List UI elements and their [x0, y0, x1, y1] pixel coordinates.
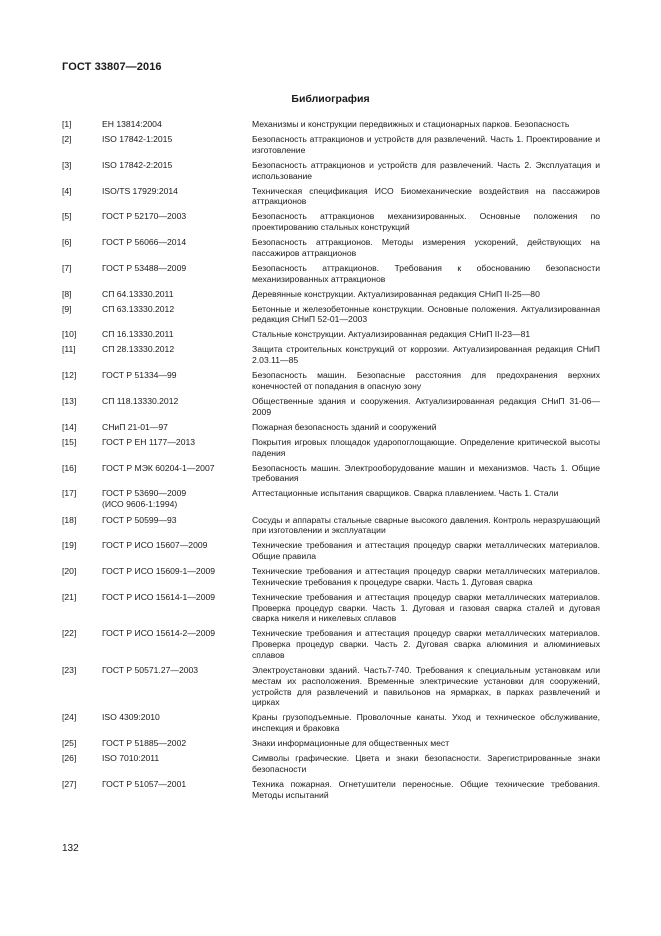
- page-number: 132: [62, 843, 79, 854]
- bibliography-entry: [62, 566, 602, 588]
- entry-description: Защита строительных конструкций от коррозии. Актуализированная редакция СНиП 2.03.11—85: [252, 344, 600, 366]
- entry-code: СП 28.13330.2012: [102, 344, 175, 355]
- entry-code: ГОСТ Р ИСО 15609-1—2009: [102, 566, 216, 577]
- bibliography-entry: [62, 665, 602, 708]
- section-title: [0, 93, 661, 105]
- entry-code: СП 16.13330.2011: [102, 329, 174, 340]
- bibliography-entry: [62, 779, 602, 801]
- entry-number: [15]: [62, 436, 77, 447]
- entry-code: СП 63.13330.2012: [102, 303, 175, 314]
- entry-number: [20]: [62, 566, 77, 577]
- entry-number: [13]: [62, 395, 77, 406]
- entry-description: Деревянные конструкции. Актуализированная редакция СНиП II-25—80: [252, 288, 540, 299]
- bibliography-entry: [62, 370, 602, 392]
- bibliography-entry: [62, 592, 602, 624]
- bibliography-entry: [62, 515, 602, 537]
- entry-number: [14]: [62, 421, 77, 432]
- entry-description: Безопасность аттракционов и устройств для развлечений. Часть 1. Проектирование и изготовление: [252, 133, 600, 155]
- entry-code: ISO 7010:2011: [102, 753, 160, 764]
- entry-code: ISO 17842-2:2015: [102, 159, 173, 170]
- entry-number: [6]: [62, 237, 72, 248]
- entry-code: ГОСТ Р 53690—2009 (ИСО 9606-1:1994): [102, 488, 187, 510]
- entry-description: Аттестационные испытания сварщиков. Сварка плавлением. Часть 1. Стали: [252, 488, 559, 499]
- entry-code: ГОСТ Р 52170—2003: [102, 211, 187, 222]
- bibliography-entry: [62, 160, 602, 182]
- entry-code: ГОСТ Р МЭК 60204-1—2007: [102, 462, 215, 473]
- entry-code: ГОСТ Р ИСО 15607—2009: [102, 540, 208, 551]
- entry-number: [12]: [62, 370, 77, 381]
- bibliography-entry: [62, 329, 602, 340]
- entry-description: Безопасность машин. Безопасные расстояния для предохранения верхних конечностей от попадания в опасную зону: [252, 370, 600, 391]
- entry-description: Общественные здания и сооружения. Актуализированная редакция СНиП 31-06—2009: [252, 395, 600, 417]
- bibliography-entry: [62, 437, 602, 459]
- entry-code: ГОСТ Р ИСО 15614-1—2009: [102, 591, 216, 602]
- entry-description: Безопасность аттракционов. Требования к обоснованию безопасности механизированных аттракционов: [252, 262, 600, 284]
- bibliography-list: [62, 119, 602, 805]
- entry-code: ISO 17842-1:2015: [102, 133, 173, 144]
- bibliography-entry: [62, 186, 602, 208]
- entry-code: СП 64.13330.2011: [102, 288, 174, 299]
- entry-description: Знаки информационные для общественных мест: [252, 738, 450, 749]
- entry-code: ГОСТ Р 50599—93: [102, 514, 177, 525]
- bibliography-entry: [62, 738, 602, 749]
- entry-description: Механизмы и конструкции передвижных и стационарных парков. Безопасность: [252, 119, 570, 129]
- entry-number: [25]: [62, 738, 77, 749]
- bibliography-entry: [62, 344, 602, 366]
- entry-number: [19]: [62, 540, 77, 551]
- entry-number: [23]: [62, 665, 77, 675]
- bibliography-entry: [62, 628, 602, 660]
- entry-description: Сосуды и аппараты стальные сварные высокого давления. Контроль неразрушающий при изготовлении и эксплуатации: [252, 514, 600, 536]
- entry-code: ГОСТ Р 56066—2014: [102, 237, 187, 248]
- entry-description: Безопасность аттракционов и устройств для развлечений. Часть 2. Эксплуатация и использование: [252, 159, 600, 181]
- entry-description: Технические требования и аттестация процедур сварки металлических материалов. Технические требования к процедуре сварки. Часть 1. Дуговая сварка: [252, 566, 600, 587]
- entry-code: ГОСТ Р 51885—2002: [102, 738, 187, 749]
- entry-number: [18]: [62, 514, 77, 525]
- entry-number: [16]: [62, 462, 77, 473]
- entry-code: ГОСТ Р ЕН 1177—2013: [102, 436, 196, 447]
- entry-code: ГОСТ Р 50571.27—2003: [102, 665, 199, 675]
- entry-description: Безопасность машин. Электрооборудование машин и механизмов. Часть 1. Общие требования: [252, 462, 600, 484]
- entry-code: ЕН 13814:2004: [102, 119, 162, 129]
- bibliography-entry: [62, 304, 602, 326]
- entry-description: Символы графические. Цвета и знаки безопасности. Зарегистрированные знаки безопасности: [252, 753, 600, 774]
- entry-code: ГОСТ Р ИСО 15614-2—2009: [102, 628, 216, 639]
- entry-number: [10]: [62, 329, 77, 340]
- entry-description: Технические требования и аттестация процедур сварки металлических материалов. Проверка процедур сварки. Часть 2. Дуговая сварка алюминия и алюминиевых сплавов: [252, 628, 600, 661]
- entry-number: [7]: [62, 262, 72, 273]
- bibliography-entry: [62, 422, 602, 433]
- entry-description: Краны грузоподъемные. Проволочные канаты. Уход и техническое обслуживание, инспекция и браковка: [252, 712, 600, 734]
- entry-description: Пожарная безопасность зданий и сооружений: [252, 421, 437, 432]
- entry-description: Электроустановки зданий. Часть7-740. Требования к специальным установкам или местам их расположения. Временные электрические установки для сооружений, устройств для развлечений и павильонов на ярмарках, в парках развлечений и цирках: [252, 665, 600, 708]
- bibliography-entry: [62, 237, 602, 259]
- bibliography-entry: [62, 396, 602, 418]
- entry-number: [21]: [62, 591, 77, 602]
- entry-number: [17]: [62, 488, 77, 499]
- entry-code: ГОСТ Р 53488—2009: [102, 262, 187, 273]
- bibliography-entry: [62, 488, 602, 510]
- entry-code: ГОСТ Р 51334—99: [102, 370, 177, 381]
- entry-description: Техническая спецификация ИСО Биомеханические воздействия на пассажиров аттракционов: [252, 185, 600, 207]
- entry-number: [4]: [62, 185, 72, 196]
- bibliography-entry: [62, 134, 602, 156]
- entry-code: ISO/TS 17929:2014: [102, 185, 178, 196]
- entry-description: Стальные конструкции. Актуализированная редакция СНиП II-23—81: [252, 329, 531, 340]
- entry-description: Технические требования и аттестация процедур сварки металлических материалов. Проверка процедур сварки. Часть 1. Дуговая и газовая сварка сталей и дуговая сварка никеля и никелевых сплавов: [252, 591, 600, 624]
- bibliography-entry: [62, 289, 602, 300]
- entry-number: [1]: [62, 119, 72, 129]
- entry-description: Бетонные и железобетонные конструкции. Основные положения. Актуализированная редакция СНиП 52-01—2003: [252, 303, 600, 325]
- entry-number: [3]: [62, 159, 72, 170]
- entry-description: Безопасность аттракционов. Методы измерения ускорений, действующих на пассажиров аттракционов: [252, 237, 600, 258]
- bibliography-entry: [62, 540, 602, 562]
- entry-number: [9]: [62, 303, 72, 314]
- entry-number: [5]: [62, 211, 72, 222]
- entry-number: [11]: [62, 344, 76, 355]
- entry-description: Покрытия игровых площадок ударопоглощающие. Определение критической высоты падения: [252, 436, 600, 458]
- bibliography-entry: [62, 463, 602, 485]
- entry-number: [2]: [62, 133, 72, 144]
- bibliography-title: Библиография: [291, 93, 370, 105]
- entry-code: ISO 4309:2010: [102, 712, 160, 723]
- bibliography-entry: [62, 119, 602, 130]
- entry-description: Безопасность аттракционов механизированных. Основные положения по проектированию стальных конструкций: [252, 211, 600, 233]
- bibliography-entry: [62, 263, 602, 285]
- entry-code: СП 118.13330.2012: [102, 395, 179, 406]
- entry-description: Технические требования и аттестация процедур сварки металлических материалов. Общие правила: [252, 540, 600, 562]
- bibliography-entry: [62, 753, 602, 775]
- standard-header: ГОСТ 33807—2016: [62, 61, 162, 73]
- entry-code: ГОСТ Р 51057—2001: [102, 778, 187, 789]
- entry-code: СНиП 21-01—97: [102, 421, 168, 432]
- entry-number: [27]: [62, 778, 77, 789]
- entry-number: [8]: [62, 288, 72, 299]
- bibliography-entry: [62, 712, 602, 734]
- entry-number: [24]: [62, 712, 77, 723]
- entry-number: [22]: [62, 628, 77, 639]
- entry-number: [26]: [62, 753, 77, 764]
- bibliography-entry: [62, 211, 602, 233]
- entry-description: Техника пожарная. Огнетушители переносные. Общие технические требования. Методы испытаний: [252, 778, 600, 800]
